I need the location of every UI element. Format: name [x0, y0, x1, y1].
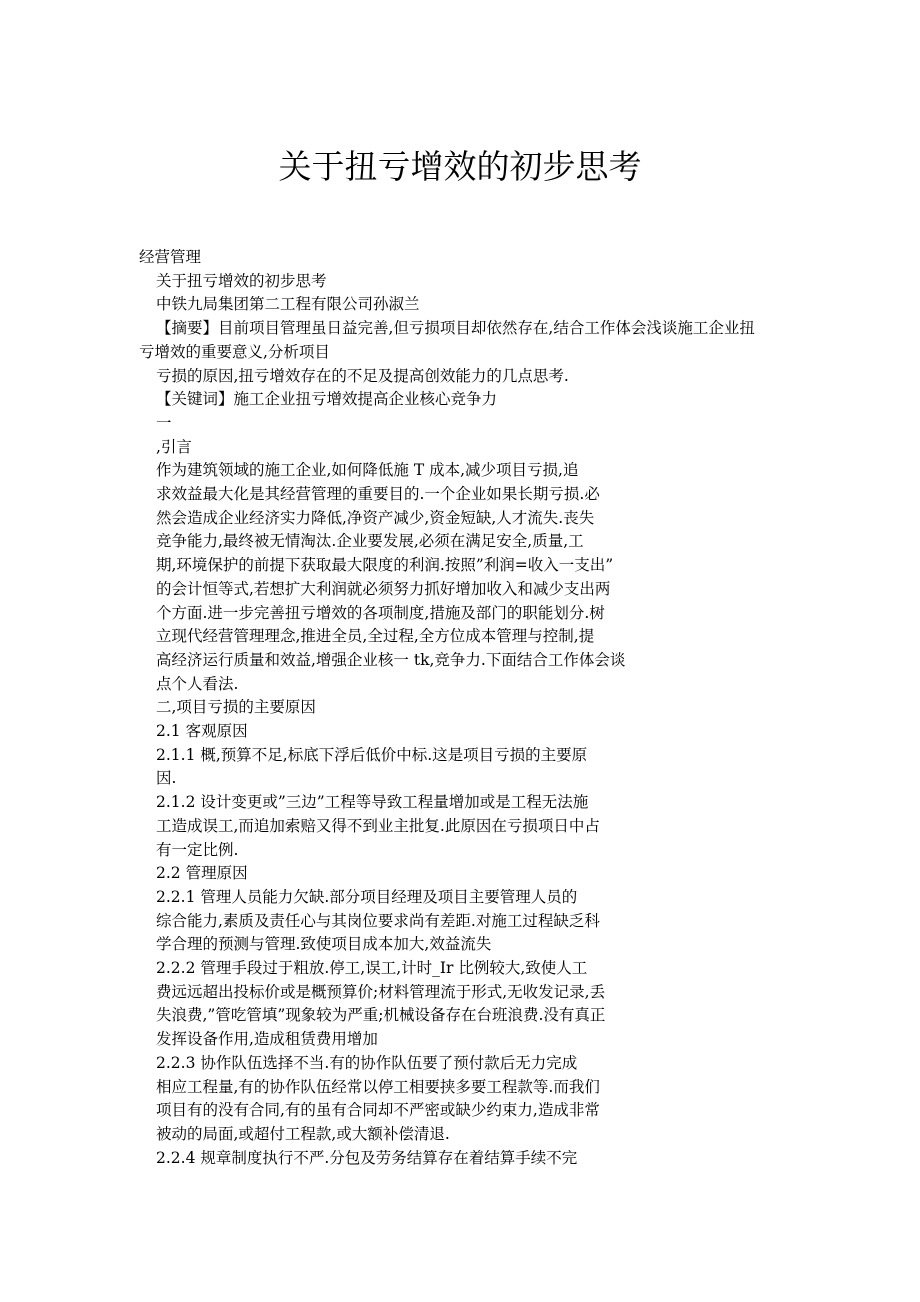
- body-line: 经营管理: [139, 248, 202, 266]
- body-line: 竞争能力,最终被无情淘汰.企业要发展,必须在满足安全,质量,工: [156, 532, 584, 551]
- document-title: 关于扭亏增效的初步思考: [278, 147, 642, 186]
- body-line: 的会计恒等式,若想扩大利润就必须努力抓好增加收入和减少支出两: [156, 579, 611, 598]
- body-line: 2.2.2 管理手段过于粗放.停工,误工,计时_Ir 比例较大,致使人工: [156, 959, 588, 977]
- body-line: 中铁九局集团第二工程有限公司孙淑兰: [156, 295, 420, 314]
- body-line: 发挥设备作用,造成租赁费用增加: [156, 1030, 378, 1049]
- body-line: 项目有的没有合同,有的虽有合同却不严密或缺少约束力,造成非常: [156, 1101, 600, 1120]
- body-line: 综合能力,素质及责任心与其岗位要求尚有差距.对施工过程缺乏科: [156, 911, 600, 930]
- body-line: 高经济运行质量和效益,增强企业核一 tk,竞争力.下面结合工作体会谈: [156, 650, 626, 669]
- body-line: 学合理的预测与管理.致使项目成本加大,效益流失: [156, 935, 492, 954]
- body-line: 有一定比例.: [156, 840, 239, 859]
- body-line: 费远远超出投标价或是概预算价;材料管理流于形式,无收发记录,丢: [156, 982, 606, 1001]
- body-line: 失浪费,”管吃管填”现象较为严重;机械设备存在台班浪费.没有真正: [156, 1006, 606, 1025]
- body-line: 因.: [156, 769, 177, 788]
- body-line: 亏增效的重要意义,分析项目: [139, 342, 330, 361]
- body-line: 作为建筑领域的施工企业,如何降低施 T 成本,减少项目亏损,追: [156, 461, 579, 480]
- body-line: 2.2.4 规章制度执行不严.分包及劳务结算存在着结算手续不完: [156, 1148, 578, 1167]
- body-line: 二,项目亏损的主要原因: [156, 698, 316, 717]
- body-line: 相应工程量,有的协作队伍经常以停工相要挟多要工程款等.而我们: [156, 1077, 600, 1096]
- body-line: 2.1.2 设计变更或”三边”工程等导致工程量增加或是工程无法施: [156, 793, 589, 812]
- body-line: 2.2 管理原因: [156, 864, 248, 883]
- body-line: 【摘要】目前项目管理虽日益完善,但亏损项目却依然存在,结合工作体会浅谈施工企业扭: [156, 319, 755, 338]
- body-line: 求效益最大化是其经营管理的重要目的.一个企业如果长期亏损.必: [156, 485, 600, 503]
- body-line: 2.2.1 管理人员能力欠缺.部分项目经理及项目主要管理人员的: [156, 887, 578, 906]
- body-line: 期,环境保护的前提下获取最大限度的利润.按照”利润=收入一支出”: [156, 556, 614, 575]
- body-line: 然会造成企业经济实力降低,净资产减少,资金短缺,人才流失.丧失: [156, 508, 595, 527]
- body-line: 亏损的原因,扭亏增效存在的不足及提高创效能力的几点思考.: [156, 366, 569, 385]
- body-line: 2.1 客观原因: [156, 722, 248, 740]
- body-line: 立现代经营管理理念,推进全员,全过程,全方位成本管理与控制,提: [156, 627, 595, 646]
- body-line: 工造成误工,而追加索赔又得不到业主批复.此原因在亏损项日中占: [156, 816, 600, 835]
- body-line: 个方面.进一步完善扭亏增效的各项制度,措施及部门的职能划分.树: [156, 603, 605, 622]
- body-line: 2.1.1 概,预算不足,标底下浮后低价中标.这是项目亏损的主要原: [156, 745, 588, 764]
- body-line: 一: [156, 413, 172, 432]
- body-line: 点个人看法.: [156, 674, 239, 693]
- body-line: 【关键词】施工企业扭亏增效提高企业核心竞争力: [156, 390, 498, 409]
- body-line: 关于扭亏增效的初步思考: [156, 271, 327, 290]
- body-line: ,引言: [156, 437, 192, 456]
- body-line: 被动的局面,或超付工程款,或大额补偿清退.: [156, 1124, 450, 1143]
- body-line: 2.2.3 协作队伍选择不当.有的协作队伍要了预付款后无力完成: [156, 1053, 578, 1072]
